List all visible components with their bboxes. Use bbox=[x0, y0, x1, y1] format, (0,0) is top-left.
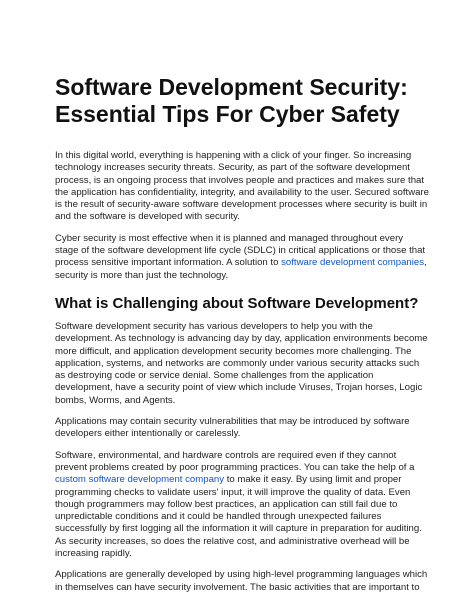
paragraph-text: process sensitive important information. A solution to bbox=[55, 257, 282, 269]
paragraph-line: prevent problems created by poor programming practices. You can take the help of a bbox=[55, 461, 415, 473]
programming-languages-paragraph bbox=[55, 569, 428, 594]
vulnerabilities-paragraph bbox=[55, 416, 425, 441]
paragraph-line: increasing rapidly. bbox=[55, 548, 132, 560]
custom-software-development-company-link[interactable]: custom software development company bbox=[55, 474, 225, 486]
paragraph-line: development. As technology is advancing day by day, application environments become bbox=[55, 333, 428, 345]
paragraph-line: As security increases, so does the relative cost, and administrative overhead will be bbox=[55, 535, 410, 547]
intro-line: technology increases security threats. Security, as part of the software development bbox=[55, 162, 410, 174]
paragraph-line: Cyber security is most effective when it is planned and managed throughout every bbox=[55, 232, 404, 244]
page-title bbox=[55, 74, 425, 128]
controls-paragraph bbox=[55, 450, 425, 561]
cyber-security-paragraph bbox=[55, 233, 425, 282]
intro-line: process, is an ongoing process that involves people and practices and makes sure that bbox=[55, 174, 425, 186]
intro-line: is the result of security-aware software development processes where security is built in bbox=[55, 199, 428, 211]
paragraph-line: security is more than just the technology. bbox=[55, 269, 229, 281]
intro-line: In this digital world, everything is happening with a click of your finger. So increasing bbox=[55, 150, 412, 161]
paragraph-line: unpredictable conditions and it could be handled through unexpected failures bbox=[55, 511, 382, 523]
paragraph-line: bombs, Worms, and Agents. bbox=[55, 394, 176, 406]
paragraph-line: Software development security has various developers to help you with the bbox=[55, 320, 373, 332]
paragraph-line: though programmers may follow best practices, an application can still fail due to bbox=[55, 498, 398, 510]
paragraph-line: Applications are generally developed by using high-level programming languages which bbox=[55, 569, 428, 581]
intro-line: the application has confidentiality, integrity, and availability to the user. Secured software bbox=[55, 186, 430, 198]
paragraph-line: Applications may contain security vulnerabilities that may be introduced by software bbox=[55, 416, 410, 428]
paragraph-line: in themselves can have security involvement. The basic activities that are important to bbox=[55, 581, 420, 593]
paragraph-line: more difficult, and application development security becomes more challenging. The bbox=[55, 345, 412, 357]
document-content bbox=[55, 74, 430, 603]
paragraph-line bbox=[55, 257, 425, 269]
paragraph-line: programming checks to validate users' input, it will improve the quality of data. Even bbox=[55, 486, 411, 498]
challenges-paragraph bbox=[55, 320, 428, 407]
software-development-companies-link[interactable]: software development companies bbox=[281, 257, 425, 269]
title-line-1: Software Development Security: bbox=[55, 74, 408, 100]
paragraph-line: application, systems, and networks are commonly under various security attacks such bbox=[55, 357, 420, 369]
paragraph-text: to make it easy. By using limit and proper bbox=[224, 474, 402, 486]
intro-line: and the software is developed with security. bbox=[55, 211, 240, 223]
paragraph-line: developers either intentionally or carelessly. bbox=[55, 428, 241, 440]
paragraph-text: , bbox=[424, 257, 427, 269]
paragraph-line: Software, environmental, and hardware controls are required even if they cannot bbox=[55, 449, 397, 461]
title-line-2: Essential Tips For Cyber Safety bbox=[55, 101, 400, 127]
paragraph-line: as destroying code or service denial. Some challenges from the application bbox=[55, 370, 374, 382]
paragraph-line: successfully by first logging all the information it will capture in preparation for auditing. bbox=[55, 523, 422, 535]
paragraph-line bbox=[55, 474, 425, 486]
paragraph-line: stage of the software development life cycle (SDLC) in critical applications or those that bbox=[55, 245, 426, 257]
intro-paragraph bbox=[55, 150, 430, 224]
section-heading: What is Challenging about Software Development? bbox=[55, 294, 419, 312]
paragraph-line: development, have a security point of view which include Viruses, Trojan horses, Logic bbox=[55, 382, 423, 394]
